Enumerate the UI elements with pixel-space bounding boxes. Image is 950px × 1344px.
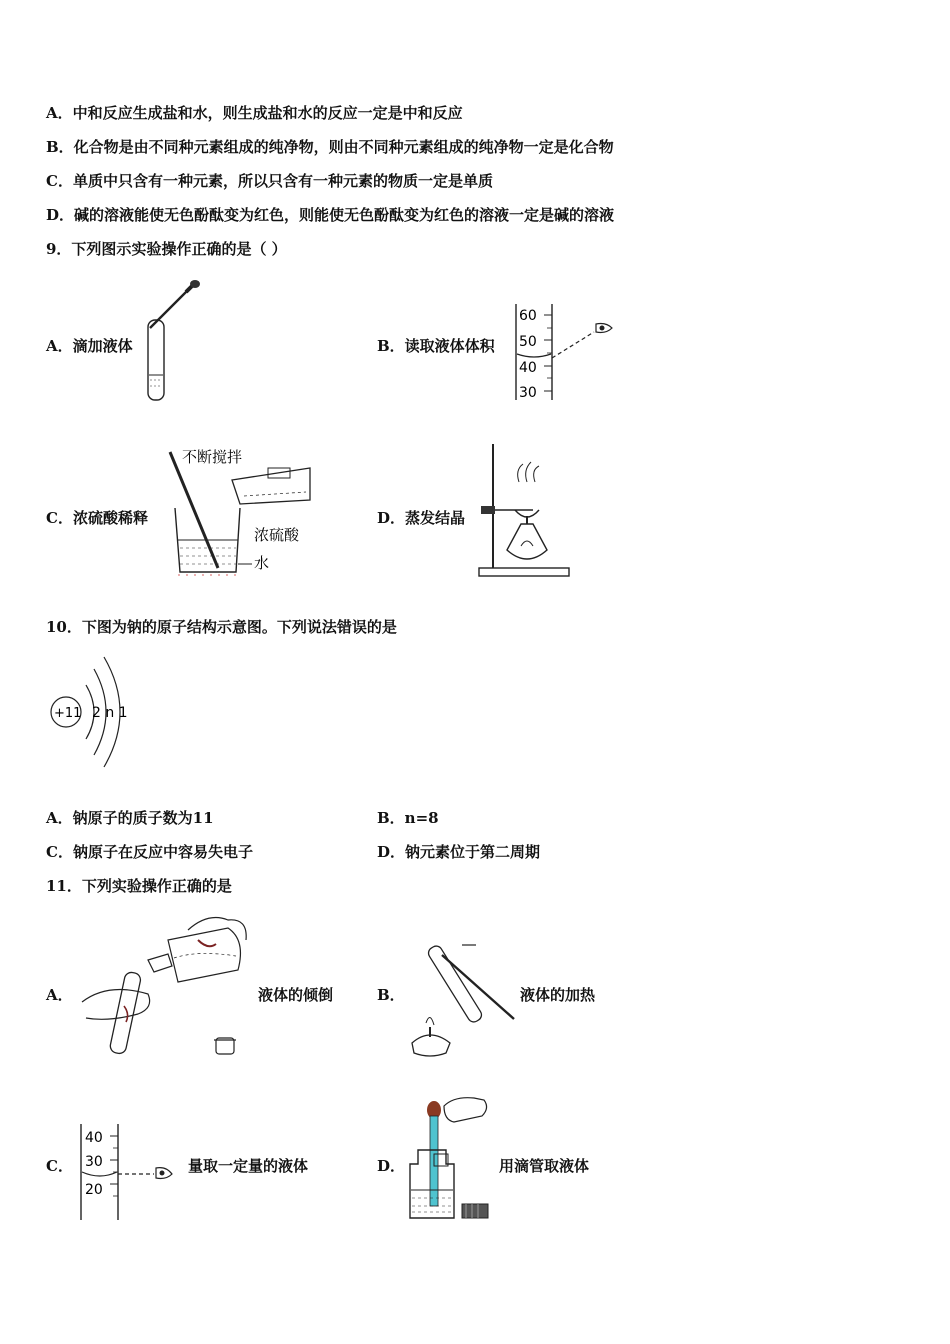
label-acid: 浓硫酸 xyxy=(254,526,300,544)
label-stir: 不断搅拌 xyxy=(182,448,243,466)
q9-option-b: B．读取液体体积 xyxy=(377,337,495,355)
atom-nucleus: +11 xyxy=(54,706,82,721)
cylinder-tick-50: 50 xyxy=(519,334,537,350)
q9-option-c: C．浓硫酸稀释 xyxy=(46,509,148,527)
q9-figure-cylinder xyxy=(512,300,622,405)
q11-option-c-caption: 量取一定量的液体 xyxy=(188,1157,309,1175)
q11-option-a-letter: A． xyxy=(46,986,73,1004)
q9-figure-evaporation xyxy=(475,440,575,580)
q11-option-d-caption: 用滴管取液体 xyxy=(499,1157,590,1175)
atom-shells: 2 n 1 xyxy=(92,705,128,721)
q10-option-c: C．钠原子在反应中容易失电子 xyxy=(46,843,253,861)
q10-figure-atom xyxy=(46,655,146,770)
q11-option-b-caption: 液体的加热 xyxy=(520,986,596,1004)
cylinder-tick-30: 30 xyxy=(519,385,537,401)
q8-option-a: A．中和反应生成盐和水，则生成盐和水的反应一定是中和反应 xyxy=(46,104,463,122)
q10-option-a: A．钠原子的质子数为11 xyxy=(46,809,214,827)
q11-stem: 11．下列实验操作正确的是 xyxy=(46,877,232,895)
label-water: 水 xyxy=(254,554,270,572)
q11-figure-pouring xyxy=(78,910,253,1060)
q11-option-b-letter: B． xyxy=(377,986,405,1004)
q11-figure-dropper-bottle xyxy=(404,1094,499,1224)
cylinder-tick-20: 20 xyxy=(85,1182,103,1198)
q9-stem: 9．下列图示实验操作正确的是（ ） xyxy=(46,240,287,258)
q8-option-c: C．单质中只含有一种元素，所以只含有一种元素的物质一定是单质 xyxy=(46,172,493,190)
q10-option-b: B．n=8 xyxy=(377,809,439,827)
q9-option-d: D．蒸发结晶 xyxy=(377,509,466,527)
q11-option-c-letter: C． xyxy=(46,1157,73,1175)
q11-figure-measuring xyxy=(78,1122,178,1224)
q9-option-a: A．滴加液体 xyxy=(46,337,133,355)
q9-figure-dropper xyxy=(140,280,220,405)
q8-option-d: D．碱的溶液能使无色酚酞变为红色，则能使无色酚酞变为红色的溶液一定是碱的溶液 xyxy=(46,206,615,224)
q10-stem: 10．下图为钠的原子结构示意图。下列说法错误的是 xyxy=(46,618,397,636)
q10-option-d: D．钠元素位于第二周期 xyxy=(377,843,541,861)
cylinder-tick-30: 30 xyxy=(85,1154,103,1170)
cylinder-tick-40: 40 xyxy=(519,360,537,376)
q8-option-b: B．化合物是由不同种元素组成的纯净物，则由不同种元素组成的纯净物一定是化合物 xyxy=(46,138,614,156)
q11-figure-heating xyxy=(402,935,522,1060)
cylinder-tick-60: 60 xyxy=(519,308,537,324)
q11-option-d-letter: D． xyxy=(377,1157,406,1175)
q11-option-a-caption: 液体的倾倒 xyxy=(258,986,334,1004)
cylinder-tick-40: 40 xyxy=(85,1130,103,1146)
q9-figure-dilution xyxy=(160,440,320,580)
